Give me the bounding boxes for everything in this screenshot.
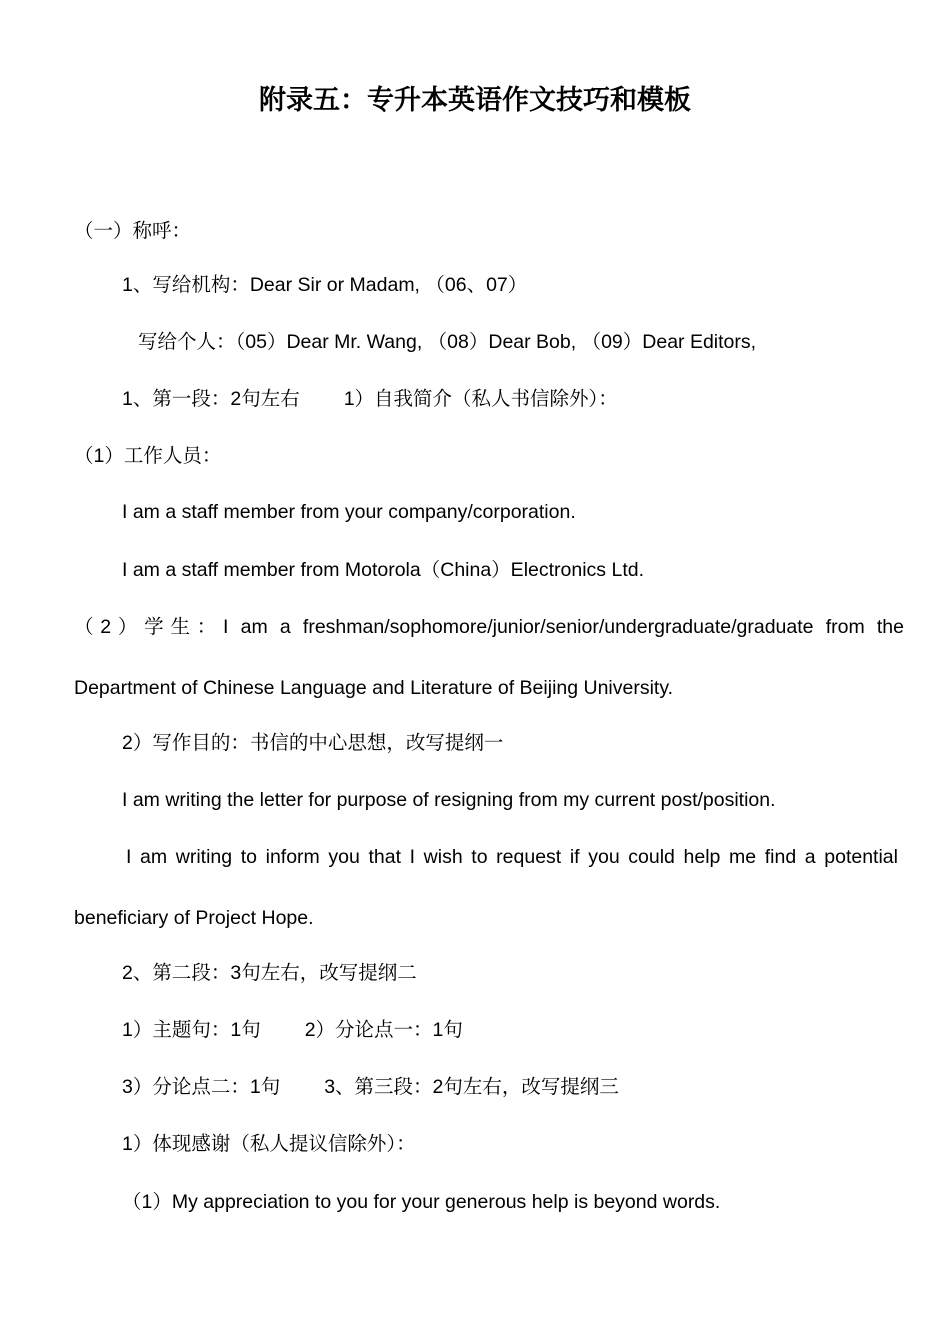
purpose-example-1: I am writing the letter for purpose of resigning from my current post/position. [122,789,776,811]
thanks-example-1: （1）My appreciation to you for your generous help is beyond words. [122,1191,721,1213]
staff-example-1: I am a staff member from your company/corporation. [122,501,576,523]
student-example-line-2: Department of Chinese Language and Literature of Beijing University. [74,677,674,699]
paragraph-one-label: 1、第一段：2句左右 [122,388,300,410]
paragraph-one-heading [122,386,618,412]
section-salutation-heading: （一）称呼： [74,220,192,242]
salutation-institution: 1、写给机构：Dear Sir or Madam, （06、07） [122,274,528,296]
topic-sentence-label: 1）主题句：1句 [122,1019,261,1041]
staff-example-2: I am a staff member from Motorola（China）Electronics Ltd. [122,559,644,581]
purpose-heading: 2）写作目的：书信的中心思想，改写提纲一 [122,732,504,754]
purpose-example-2-line-2: beneficiary of Project Hope. [74,907,314,929]
thanks-heading: 1）体现感谢（私人提议信除外）： [122,1133,416,1155]
sub-point-row [122,1074,619,1100]
salutation-individual: 写给个人：（05）Dear Mr. Wang, （08）Dear Bob, （09）Dear Editors, [138,331,757,353]
paragraph-two-heading: 2、第二段：3句左右，改写提纲二 [122,962,417,984]
student-example-line-1: （2）学生：I am a freshman/sophomore/junior/senior/undergraduate/graduate from the [74,616,904,638]
self-intro-label: 1）自我简介（私人书信除外）： [343,388,618,410]
paragraph-three-label: 3、第三段：2句左右，改写提纲三 [324,1076,619,1098]
page-title: 附录五：专升本英语作文技巧和模板 [259,85,691,116]
sub-point-one-label: 2）分论点一：1句 [304,1019,463,1041]
staff-heading: （1）工作人员： [74,445,222,467]
sub-point-two-label: 3）分论点二：1句 [122,1076,281,1098]
purpose-example-2-line-1: I am writing to inform you that I wish to request if you could help me find a potential [126,846,898,868]
topic-sentence-row [122,1017,463,1043]
